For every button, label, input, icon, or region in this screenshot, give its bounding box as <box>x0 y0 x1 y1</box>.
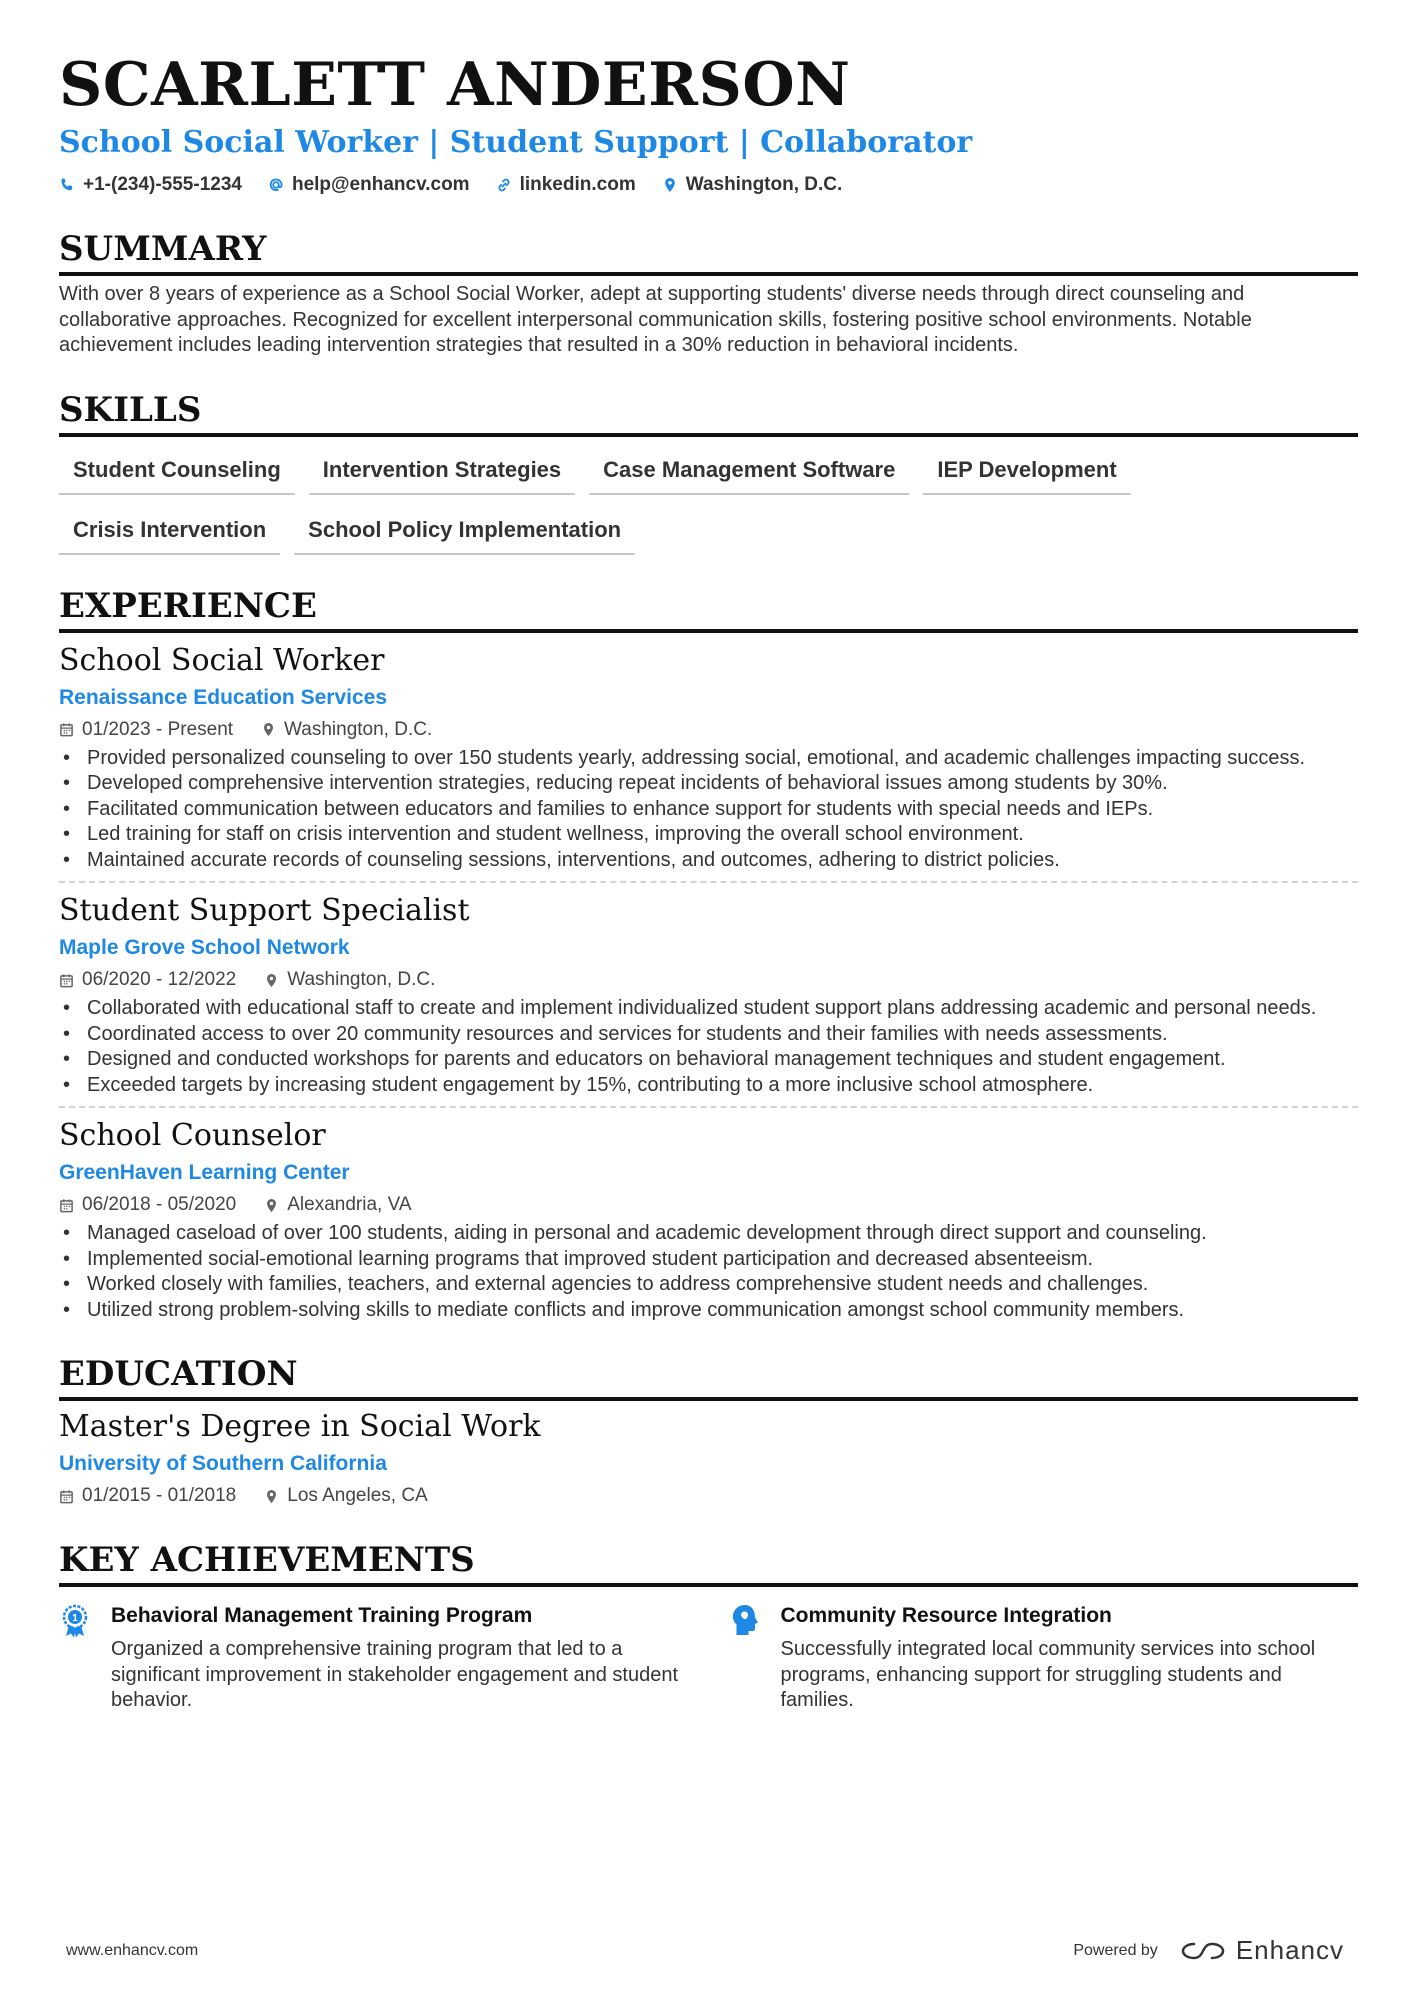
brand-name: Enhancv <box>1235 1935 1344 1965</box>
calendar-icon <box>59 722 74 737</box>
bullet-item: • Implemented social-emotional learning programs that improved student participation and decreased absenteeism. <box>59 1247 1358 1273</box>
skills-section <box>59 389 1358 555</box>
job-entry <box>59 1106 1358 1331</box>
location-icon <box>264 973 279 988</box>
calendar-icon <box>59 1198 74 1213</box>
bullet-item: • Worked closely with families, teachers, and external agencies to address comprehensive student needs and challenges. <box>59 1272 1358 1298</box>
resume-page <box>59 50 1358 1714</box>
location-icon <box>261 722 276 737</box>
job-dates-text: 01/2023 - Present <box>82 718 234 740</box>
bullet-item: • Utilized strong problem-solving skills to mediate conflicts and improve communication amongst school community members. <box>59 1298 1358 1324</box>
achievements-heading: KEY ACHIEVEMENTS <box>59 1539 1358 1587</box>
contact-phone-text: +1-(234)-555-1234 <box>83 174 242 195</box>
achievements-grid <box>59 1601 1358 1714</box>
achievement-description: Successfully integrated local community services into school programs, enhancing support for struggling students and families. <box>780 1638 1316 1711</box>
calendar-icon <box>59 973 74 988</box>
job-location <box>264 1192 411 1218</box>
bullet-item: • Provided personalized counseling to over 150 students yearly, addressing social, emotional, and academic challenges impacting success. <box>59 746 1358 772</box>
skill-tag: Student Counseling <box>59 451 295 495</box>
contact-phone[interactable] <box>59 172 242 198</box>
skill-tag: School Policy Implementation <box>294 511 635 555</box>
education-meta <box>59 1483 1358 1509</box>
contact-location-text: Washington, D.C. <box>685 174 843 195</box>
enhancv-logo-icon <box>1180 1939 1226 1963</box>
brand-logo[interactable] <box>1180 1935 1344 1966</box>
education-section <box>59 1353 1358 1509</box>
job-meta <box>59 1192 1358 1218</box>
link-icon <box>496 177 512 193</box>
company-name: Renaissance Education Services <box>59 685 387 709</box>
location-icon <box>662 177 678 193</box>
contact-linkedin-text: linkedin.com <box>519 174 636 195</box>
contact-email[interactable] <box>268 172 470 198</box>
summary-section <box>59 228 1358 359</box>
education-heading: EDUCATION <box>59 1353 1358 1401</box>
education-location-text: Los Angeles, CA <box>287 1485 428 1506</box>
head-brain-icon <box>729 1601 765 1714</box>
bullet-item: • Coordinated access to over 20 community resources and services for students and their families with needs assessments. <box>59 1022 1358 1048</box>
experience-heading: EXPERIENCE <box>59 585 1358 633</box>
job-title: Student Support Specialist <box>59 893 470 928</box>
experience-section <box>59 585 1358 1332</box>
calendar-icon <box>59 1489 74 1504</box>
skill-tag: Crisis Intervention <box>59 511 280 555</box>
footer-website-link[interactable]: www.enhancv.com <box>66 1941 199 1959</box>
job-title: School Social Worker <box>59 642 385 678</box>
company-name: Maple Grove School Network <box>59 936 350 959</box>
achievement-title: Behavioral Management Training Program <box>111 1604 533 1627</box>
svg-text:1: 1 <box>72 1613 78 1624</box>
contact-linkedin[interactable] <box>496 172 636 198</box>
job-bullets <box>59 996 1358 1098</box>
job-dates-text: 06/2018 - 05/2020 <box>82 1194 237 1215</box>
skill-tag: IEP Development <box>923 451 1130 495</box>
bullet-item: • Collaborated with educational staff to create and implement individualized student support plans addressing academic and personal needs. <box>59 996 1358 1022</box>
job-entry <box>59 641 1358 882</box>
job-title: School Counselor <box>59 1118 326 1153</box>
skills-list <box>59 451 1358 555</box>
job-dates <box>59 967 236 993</box>
at-icon <box>268 177 284 193</box>
job-location-text: Washington, D.C. <box>287 969 436 990</box>
bullet-item: • Exceeded targets by increasing student engagement by 15%, contributing to a more inclusive school atmosphere. <box>59 1073 1358 1099</box>
summary-heading: SUMMARY <box>59 228 1358 276</box>
job-meta <box>59 967 1358 993</box>
skill-tag: Case Management Software <box>589 451 909 495</box>
phone-icon <box>59 177 75 193</box>
education-location <box>264 1483 427 1509</box>
bullet-item: • Facilitated communication between educators and families to enhance support for students with special needs and IEPs. <box>59 797 1358 823</box>
job-dates <box>59 1192 236 1218</box>
award-ribbon-icon <box>59 1601 95 1714</box>
job-location-text: Washington, D.C. <box>284 718 433 740</box>
bullet-item: • Managed caseload of over 100 students, aiding in personal and academic development through direct support and counseling. <box>59 1221 1358 1247</box>
bullet-item: • Maintained accurate records of counseling sessions, interventions, and outcomes, adhering to district policies. <box>59 848 1358 874</box>
bullet-item: • Led training for staff on crisis intervention and student wellness, improving the overall school environment. <box>59 822 1358 848</box>
job-location <box>264 967 435 993</box>
degree-title: Master's Degree in Social Work <box>59 1409 541 1444</box>
job-location <box>261 717 432 743</box>
job-location-text: Alexandria, VA <box>287 1194 412 1215</box>
education-dates-text: 01/2015 - 01/2018 <box>82 1485 237 1506</box>
job-bullets <box>59 746 1358 874</box>
contact-location <box>662 172 843 198</box>
powered-by <box>1073 1935 1344 1966</box>
header <box>59 50 1358 198</box>
location-icon <box>264 1198 279 1213</box>
achievement-description: Organized a comprehensive training program that led to a significant improvement in stakeholder engagement and student behavior. <box>111 1638 679 1711</box>
company-name: GreenHaven Learning Center <box>59 1161 350 1184</box>
powered-by-label: Powered by <box>1073 1941 1158 1959</box>
summary-text: With over 8 years of experience as a School Social Worker, adept at supporting students' diverse needs through direct counseling and collaborative approaches. Recognized for excellent interpersonal communication skills, fostering positive school environments. Notable achievement includes leading intervention strategies that resulted in a 30% reduction in behavioral incidents. <box>59 283 1252 356</box>
job-dates-text: 06/2020 - 12/2022 <box>82 969 237 990</box>
contact-row <box>59 172 1358 198</box>
achievement-item <box>729 1601 1359 1714</box>
location-icon <box>264 1489 279 1504</box>
bullet-item: • Developed comprehensive intervention strategies, reducing repeat incidents of behavioral issues among students by 30%. <box>59 771 1358 797</box>
skill-tag: Intervention Strategies <box>309 451 575 495</box>
footer <box>66 1935 1344 1966</box>
job-dates <box>59 717 233 743</box>
contact-email-text: help@enhancv.com <box>291 174 470 195</box>
candidate-name: SCARLETT ANDERSON <box>59 50 851 120</box>
job-entry <box>59 881 1358 1106</box>
bullet-item: • Designed and conducted workshops for parents and educators on behavioral management techniques and student engagement. <box>59 1047 1358 1073</box>
job-bullets <box>59 1221 1358 1323</box>
job-meta <box>59 717 1358 743</box>
achievement-item <box>59 1601 689 1714</box>
skills-heading: SKILLS <box>59 389 1358 437</box>
achievements-section <box>59 1539 1358 1714</box>
candidate-tagline: School Social Worker | Student Support | Collaborator <box>59 125 973 160</box>
school-name: University of Southern California <box>59 1452 387 1475</box>
achievement-title: Community Resource Integration <box>780 1604 1112 1627</box>
education-dates <box>59 1483 236 1509</box>
